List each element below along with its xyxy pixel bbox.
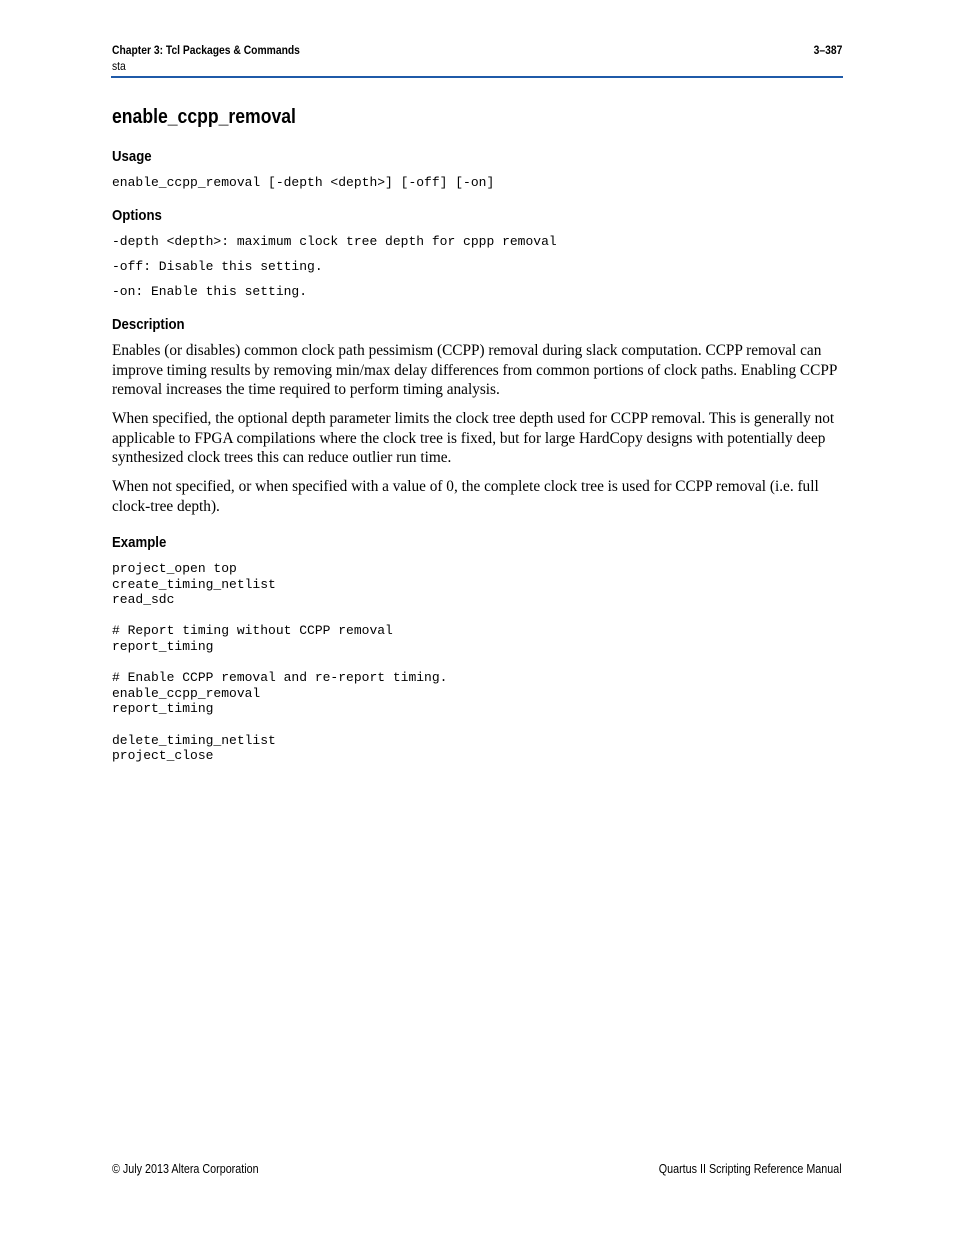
header-rule [111, 76, 843, 78]
description-paragraph-1: Enables (or disables) common clock path pessimism (CCPP) removal during slack computation. CCPP removal can improve timing results by removing min/max delay differences from common portions of clock paths. Enabling CCPP removal increases the time required to perform timing analysis. [112, 342, 837, 398]
option-on: -on: Enable this setting. [112, 284, 308, 299]
options-heading: Options [112, 207, 162, 224]
usage-heading: Usage [112, 148, 152, 165]
footer-copyright: © July 2013 Altera Corporation [112, 1162, 259, 1176]
example-code: project_open top create_timing_netlist read_sdc # Report timing without CCPP removal report_timing # Enable CCPP removal and re-report timing. enable_ccpp_removal report_timing delete_timing_netlist project_close [112, 561, 448, 764]
section-name: sta [112, 59, 126, 73]
description-paragraph-2: When specified, the optional depth parameter limits the clock tree depth used for CCPP removal. This is generally not applicable to FPGA compilations where the clock tree is fixed, but for large HardCopy designs with potentially deep synthesized clock trees this can reduce outlier run time. [112, 410, 835, 466]
chapter-title: Chapter 3: Tcl Packages & Commands [112, 43, 300, 57]
description-paragraph-3: When not specified, or when specified with a value of 0, the complete clock tree is used for CCPP removal (i.e. full clock-tree depth). [112, 478, 819, 515]
page-number: 3–387 [813, 43, 842, 57]
example-heading: Example [112, 534, 167, 551]
page-title: enable_ccpp_removal [112, 106, 296, 128]
description-heading: Description [112, 316, 185, 333]
usage-syntax: enable_ccpp_removal [-depth <depth>] [-off] [-on] [112, 175, 495, 190]
option-depth: -depth <depth>: maximum clock tree depth for cppp removal [112, 234, 557, 249]
footer-manual-title: Quartus II Scripting Reference Manual [659, 1162, 842, 1176]
option-off: -off: Disable this setting. [112, 259, 323, 274]
